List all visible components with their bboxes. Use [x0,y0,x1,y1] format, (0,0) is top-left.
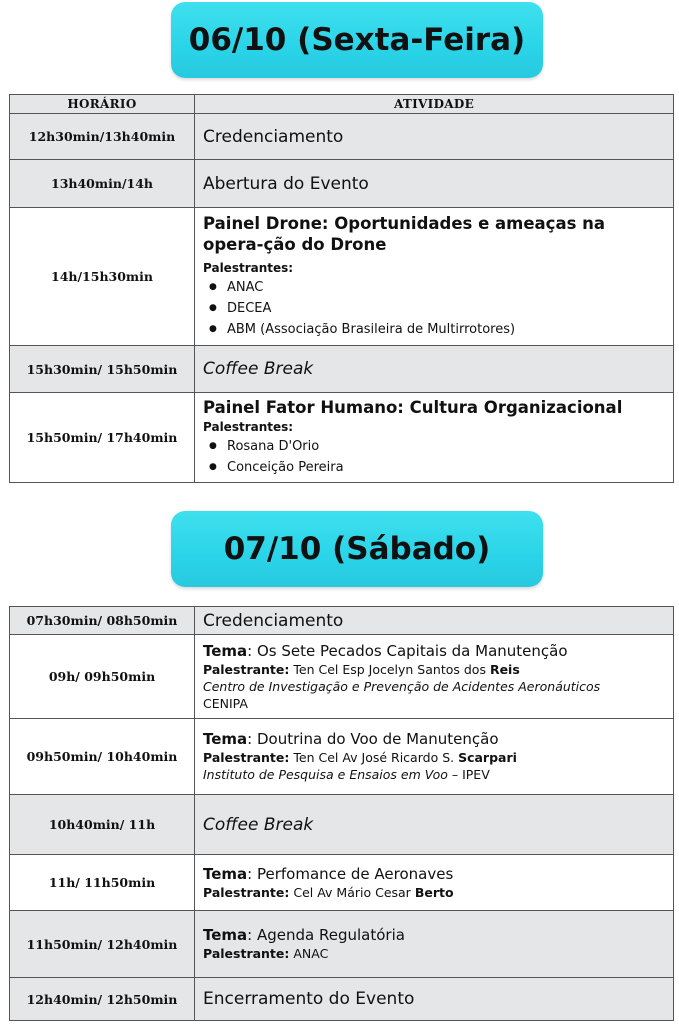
talk-cell [195,635,674,719]
row-time: 15h30min/ 15h50min [10,346,195,393]
table-row [10,208,674,346]
row-activity: Encerramento do Evento [195,978,674,1021]
speaker-list [203,277,665,340]
panel-title: Painel Drone: Oportunidades e ameaças na opera-ção do Drone [203,214,606,254]
row-time: 14h/15h30min [10,208,195,346]
row-activity: Coffee Break [195,346,674,393]
institution-name: Instituto de Pesquisa e Ensaios em Voo [203,767,448,782]
table-row [10,911,674,978]
talk-speaker [203,945,665,962]
panel-cell [195,393,674,483]
talk-topic [203,730,665,749]
panel-cell [195,208,674,346]
day-banner-friday: 06/10 (Sexta-Feira) [171,2,543,78]
table-row [10,978,674,1021]
row-time: 09h/ 09h50min [10,635,195,719]
table-row [10,795,674,855]
speaker-surname: Scarpari [458,750,517,765]
talk-cell [195,855,674,911]
header-time: HORÁRIO [10,95,195,114]
row-activity: Coffee Break [195,795,674,855]
talk-topic [203,865,665,884]
speaker-item: ● ABM (Associação Brasileira de Multirrotores) [203,319,665,340]
tema-text: : Perfomance de Aeronaves [247,864,454,883]
talk-speaker [203,749,665,766]
row-time: 12h30min/13h40min [10,114,195,160]
speaker-label: Palestrante: [203,946,290,961]
row-time: 09h50min/ 10h40min [10,719,195,795]
table-row [10,635,674,719]
speaker-surname: Reis [489,661,520,677]
tema-text: : Doutrina do Voo de Manutenção [247,730,499,748]
table-row [10,855,674,911]
panel-title: Painel Fator Humano: Cultura Organizacional [203,398,623,417]
talk-topic [203,926,665,945]
speaker-item: ● Conceição Pereira [203,457,665,478]
speaker-label: Palestrante: [203,750,290,765]
speaker-item: ● DECEA [203,298,665,319]
speaker-item: ● Rosana D'Orio [203,436,665,457]
row-activity: Credenciamento [195,114,674,160]
institution-acronym: – IPEV [447,767,490,782]
speaker-list [203,436,665,478]
talk-cell [195,719,674,795]
row-time: 15h50min/ 17h40min [10,393,195,483]
day-banner-saturday: 07/10 (Sábado) [171,511,543,587]
table-row [10,160,674,208]
row-time: 10h40min/ 11h [10,795,195,855]
table-row [10,346,674,393]
talk-speaker [203,884,665,901]
row-time: 12h40min/ 12h50min [10,978,195,1021]
tema-label: Tema [203,864,248,883]
tema-label: Tema [203,730,248,748]
speaker-surname: Berto [414,884,454,900]
row-activity: Abertura do Evento [195,160,674,208]
table-row [10,719,674,795]
tema-label: Tema [203,641,248,660]
schedule-table-friday [9,94,674,483]
speaker-name: Cel Av Mário Cesar [289,884,415,900]
row-time: 11h50min/ 12h40min [10,911,195,978]
table-row [10,607,674,635]
header-activity: ATIVIDADE [195,95,674,114]
tema-text: : Agenda Regulatória [247,926,405,944]
speaker-label: Palestrante: [203,661,290,677]
tema-label: Tema [203,926,248,944]
institution-line [203,766,665,783]
institution-acronym: CENIPA [203,695,248,711]
institution-name: Centro de Investigação e Prevenção de Acidentes Aeronáuticos [203,678,601,694]
speaker-name: ANAC [289,946,329,961]
row-time: 11h/ 11h50min [10,855,195,911]
talk-speaker [203,661,665,678]
row-time: 07h30min/ 08h50min [10,607,195,635]
tema-text: : Os Sete Pecados Capitais da Manutenção [247,641,568,660]
schedule-table-saturday [9,606,674,1021]
table-row [10,114,674,160]
talk-topic [203,642,665,661]
talk-cell [195,911,674,978]
row-activity: Credenciamento [195,607,674,635]
table-header-row [10,95,674,114]
speaker-item: ● ANAC [203,277,665,298]
row-time: 13h40min/14h [10,160,195,208]
table-row [10,393,674,483]
speaker-name: Ten Cel Esp Jocelyn Santos dos [289,661,490,677]
speaker-label: Palestrante: [203,884,290,900]
speakers-label: Palestrantes: [203,261,294,275]
speaker-name: Ten Cel Av José Ricardo S. [289,750,459,765]
speakers-label: Palestrantes: [203,420,294,434]
